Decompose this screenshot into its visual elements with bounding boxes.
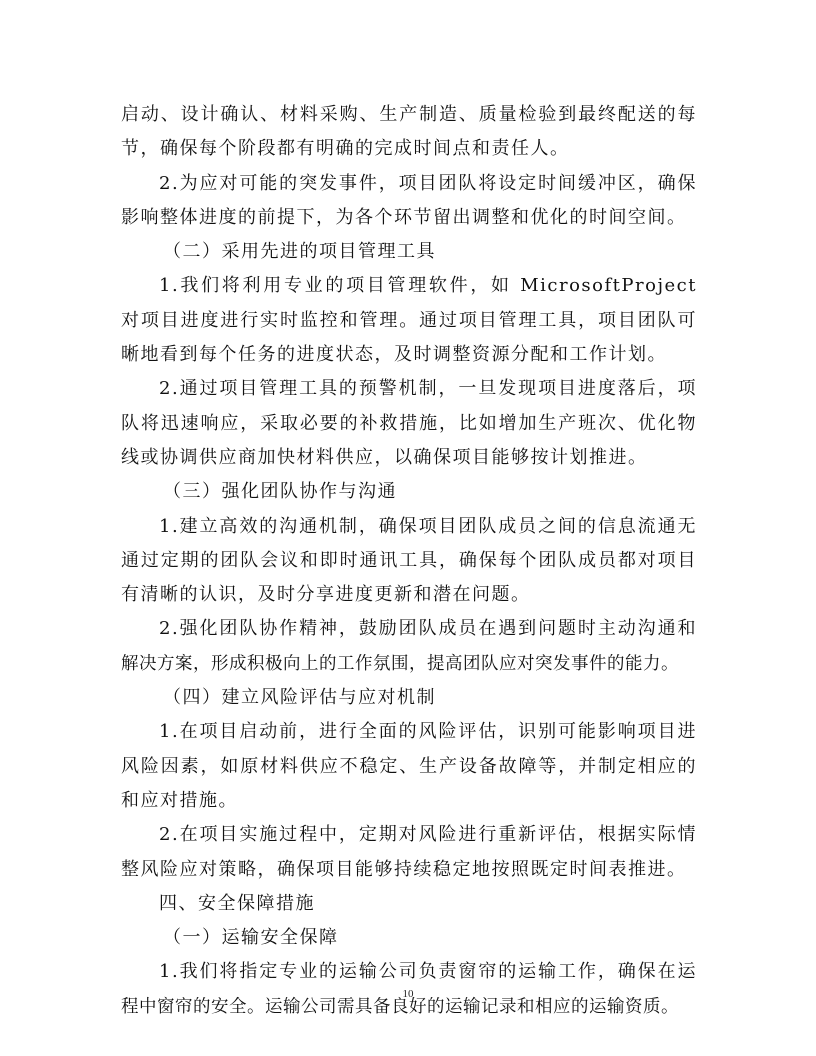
text-line: 通过定期的团队会议和即时通讯工具，确保每个团队成员都对项目 xyxy=(121,549,697,571)
document-body xyxy=(121,98,697,1024)
text-line: 四、安全保障措施 xyxy=(159,892,315,914)
text-line: 整风险应对策略，确保项目能够持续稳定地按照既定时间表推进。 xyxy=(121,858,687,880)
text-line: 线或协调供应商加快材料供应，以确保项目能够按计划推进。 xyxy=(121,446,648,468)
text-line: 晰地看到每个任务的进度状态，及时调整资源分配和工作计划。 xyxy=(121,344,667,366)
text-line: 解决方案，形成积极向上的工作氛围，提高团队应对突发事件的能力。 xyxy=(121,653,679,674)
text-line: 程中窗帘的安全。运输公司需具备良好的运输记录和相应的运输资质。 xyxy=(121,996,679,1017)
page-number: 10 xyxy=(402,988,414,1000)
text-line: （二）采用先进的项目管理工具 xyxy=(163,241,436,263)
text-line: 节，确保每个阶段都有明确的完成时间点和责任人。 xyxy=(121,138,570,160)
text-line: （一）运输安全保障 xyxy=(163,927,339,949)
text-line: 2.通过项目管理工具的预警机制，一旦发现项目进度落后，项 xyxy=(159,378,697,400)
text-line: 影响整体进度的前提下，为各个环节留出调整和优化的时间空间。 xyxy=(121,206,687,228)
text-line: 有清晰的认识，及时分享进度更新和潜在问题。 xyxy=(121,584,531,606)
text-line: 1.我们将指定专业的运输公司负责窗帘的运输工作，确保在运 xyxy=(159,961,697,983)
text-line: 风险因素，如原材料供应不稳定、生产设备故障等，并制定相应的 xyxy=(121,755,697,777)
text-line: 2.强化团队协作精神，鼓励团队成员在遇到问题时主动沟通和 xyxy=(159,618,697,640)
text-line: 队将迅速响应，采取必要的补救措施，比如增加生产班次、优化物 xyxy=(121,412,697,434)
text-line: 和应对措施。 xyxy=(121,789,238,811)
text-line: （四）建立风险评估与应对机制 xyxy=(163,687,436,709)
text-line: 1.在项目启动前，进行全面的风险评估，识别可能影响项目进 xyxy=(159,721,697,743)
text-line: 2.在项目实施过程中，定期对风险进行重新评估，根据实际情 xyxy=(159,824,697,846)
text-line: 启动、设计确认、材料采购、生产制造、质量检验到最终配送的每 xyxy=(121,104,697,125)
text-line: 对项目进度进行实时监控和管理。通过项目管理工具，项目团队可 xyxy=(121,309,697,331)
text-line: （三）强化团队协作与沟通 xyxy=(163,481,397,503)
text-line: 1.建立高效的沟通机制，确保项目团队成员之间的信息流通无 xyxy=(159,515,697,537)
text-line: 2.为应对可能的突发事件，项目团队将设定时间缓冲区，确保 xyxy=(159,172,697,194)
text-line: 1.我们将利用专业的项目管理软件，如 MicrosoftProject xyxy=(159,275,697,297)
